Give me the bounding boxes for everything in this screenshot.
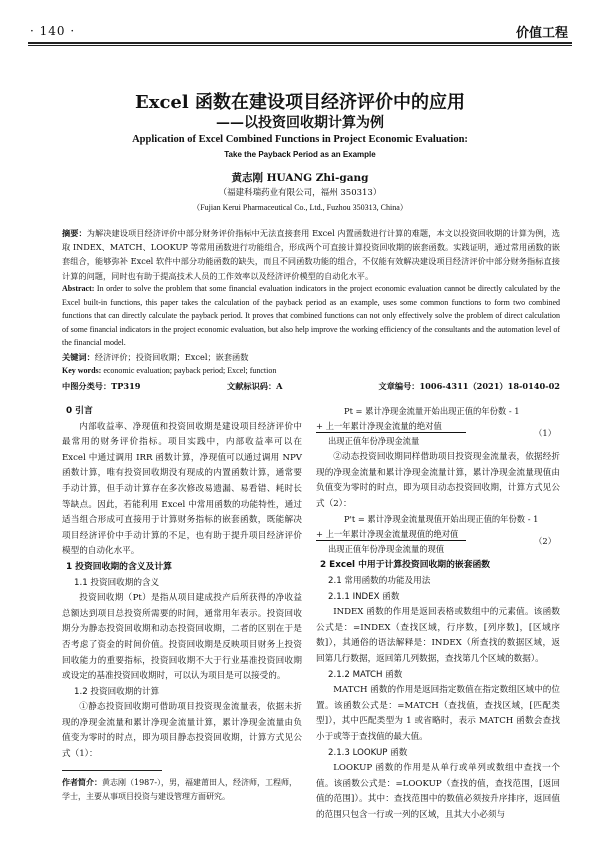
formula-2 [316, 512, 560, 558]
formula-2-numerator: + 上一年累计净现金流量现值的绝对值 [316, 529, 459, 540]
formula-1-fraction-bar [316, 432, 466, 433]
header-rule-thin [28, 45, 572, 46]
formula-1-main: Pt = 累计净现金流量开始出现正值的年份数 - 1 [344, 406, 520, 416]
calc-paragraph: ①静态投资回收期可借助项目投资现金流量表，依据未折现的净现金流量和累计净现金流量计算，累计净现金流量由负值变为零时的时点，即为项目静态投资回收期，计算方式见公式（1）： [62, 702, 302, 760]
section-2-heading: 2 Excel 中用于计算投资回收期的嵌套函数 [320, 560, 491, 571]
abstract-en-text: In order to solve the problem that some financial evaluation indicators in the project economic evaluation cannot be directly calculated by the Excel built-in functions, this paper takes the calculation of the payback period as an example, uses some common functions to form two combined functions that can directly calculate the payback period. It proves that combined functions can not only effectively solve the problem of direct calculation of some financial indicators in the project economic evaluation, but also help improve the working efficiency of the consultants and the automation level of the financial model. [62, 284, 560, 348]
affiliation-english: （Fujian Kerui Pharmaceutical Co., Ltd., Fuzhou 350313, China） [192, 203, 408, 212]
formula-2-main: P't = 累计净现金流量现值开始出现正值的年份数 - 1 [344, 514, 539, 525]
affiliation-chinese: （福建科瑞药业有限公司，福州 350313） [218, 188, 382, 198]
page-number: · 140 · [30, 24, 76, 38]
formula-1 [316, 404, 560, 450]
clc-number: 中图分类号：TP319 [62, 381, 141, 391]
abstract-cn-label: 摘要： [62, 228, 87, 238]
abstract-en-label: Abstract: [62, 284, 95, 293]
formula-2-number: （2） [534, 536, 556, 547]
author-footnote [62, 775, 302, 804]
footnote-label: 作者简介： [62, 777, 102, 787]
dynamic-paragraph: ②动态投资回收期同样借助项目投资现金流量表，依据经折现的净现金流量和累计净现金流量计算，累计净现金流量现值由负值变为零时的时点，即为项目动态投资回收期，计算方式见公式（2）： [316, 452, 560, 509]
abstract-english [62, 282, 560, 350]
title-chinese: Excel 函数在建设项目经济评价中的应用 [135, 92, 465, 113]
formula-1-numerator: + 上一年累计净现金流量的绝对值 [316, 421, 442, 431]
abstract-chinese [62, 226, 560, 283]
abstract-cn-text: 为解决建设项目经济评价中部分财务评价指标中无法直接套用 Excel 内置函数进行计算的难题，本文以投资回收期的计算为例，选取 INDEX、MATCH、LOOKUP 等常用函数进行功能组合，形成两个可直接计算投资回收期的嵌套函数。实践证明，通过常用函数的嵌套组合，能够弥补 Excel 软件中部分功能函数的缺失，而且不同函数功能的组合，不仅能有效解决建设项目经济评价中部分财务指标直接计算的问题，同时也有助于提高技术人员的工作效率以及经济评价模型的自动化水平。 [62, 228, 560, 281]
match-paragraph: MATCH 函数的作用是返回指定数值在指定数组区域中的位置。该函数公式是：=MATCH（查找值，查找区域，[匹配类型]），其中匹配类型为 1 或省略时，表示 MATCH 函数会查找小于或等于查找值的最大值。 [316, 685, 560, 742]
section-2-1-heading: 2.1 常用函数的功能及用法 [328, 575, 431, 586]
footnote-rule [62, 770, 162, 771]
author-name: 黄志刚 HUANG Zhi-gang [231, 172, 369, 184]
section-1-1-heading: 1.1 投资回收期的含义 [74, 577, 160, 588]
lookup-paragraph: LOOKUP 函数的作用是从单行或单列或数组中查找一个值。该函数公式是：=LOOKUP（查找的值，查找范围，[返回值的范围]）。其中：查找范围中的数值必须按升序排序，返回值的范围只包含一行或一列的区域，且其大小必须与 [316, 763, 560, 820]
title-english: Application of Excel Combined Functions in Project Economic Evaluation: [132, 134, 468, 145]
section-1-heading: 1 投资回收期的含义及计算 [66, 561, 172, 572]
footnote-text: 黄志刚（1987-），男，福建莆田人，经济师，工程师，学士，主要从事项目投资与建设管理方面研究。 [62, 778, 298, 801]
definition-paragraph: 投资回收期（Pt）是指从项目建成投产后所获得的净收益总额达到项目总投资所需要的时间，通常用年表示。投资回收期分为静态投资回收期和动态投资回收期，二者的区别在于是否考虑了资金的时间价值。投资回收期是反映项目财务上投资回收能力的重要指标，投资回收期不大于行业基准投资回收期或设定的基准投资回收期时，可以认为项目是可以接受的。 [62, 593, 302, 682]
left-column [62, 404, 302, 763]
keywords-cn-label: 关键词： [62, 352, 95, 362]
right-column [316, 404, 560, 823]
intro-paragraph: 内部收益率、净现值和投资回收期是建设项目经济评价中最常用的财务评价指标。项目实践中，内部收益率可以在 Excel 中通过调用 IRR 函数计算，净现值可以通过调用 NPV 函数计算，唯有投资回收期没有现成的内置函数计算，通常要手动计算，但手动计算存在多次修改易遗漏、易看错、耗时长等缺点。因此，若能利用 Excel 中常用函数的功能特性，通过适当组合形成可直接用于计算财务指标的嵌套函数，既能解决项目经济评价中手动计算的不足，也有助于提升项目经济评价模型的自动化水平。 [62, 421, 302, 557]
formula-1-denominator: 出现正值年份净现金流量 [328, 436, 420, 446]
document-code: 文献标识码：A [227, 381, 283, 391]
formula-2-fraction-bar [316, 540, 466, 541]
keywords-en-label: Key words: [62, 366, 102, 375]
header-rule [28, 42, 572, 44]
journal-name: 价值工程 [515, 26, 568, 41]
section-0-heading: 0 引言 [66, 406, 93, 416]
section-1-2-heading: 1.2 投资回收期的计算 [74, 686, 160, 697]
section-2-1-1-heading: 2.1.1 INDEX 函数 [328, 591, 400, 602]
section-2-1-2-heading: 2.1.2 MATCH 函数 [328, 669, 403, 680]
article-number: 文章编号：1006-4311（2021）18-0140-02 [378, 381, 560, 391]
keywords-cn-text: 经济评价；投资回收期；Excel；嵌套函数 [94, 352, 249, 362]
index-paragraph: INDEX 函数的作用是返回表格或数组中的元素值。该函数公式是：=INDEX（查找区域，行序数，[列序数]，[区域序数]），其通俗的语法解释是：INDEX（所查找的数据区域，返回第几行数据，返回第几列数据，查找第几个区域的数据）。 [316, 607, 560, 664]
keywords-en-text: economic evaluation; payback period; Excel; function [103, 366, 277, 375]
subtitle-chinese: ——以投资回收期计算为例 [216, 115, 384, 131]
formula-2-denominator: 出现正值年份净现金流量的现值 [328, 544, 445, 555]
keywords-chinese [62, 352, 248, 363]
formula-1-number: （1） [534, 428, 556, 438]
keywords-english [62, 366, 276, 375]
section-2-1-3-heading: 2.1.3 LOOKUP 函数 [328, 747, 408, 758]
subtitle-english: Take the Payback Period as an Example [224, 150, 376, 159]
